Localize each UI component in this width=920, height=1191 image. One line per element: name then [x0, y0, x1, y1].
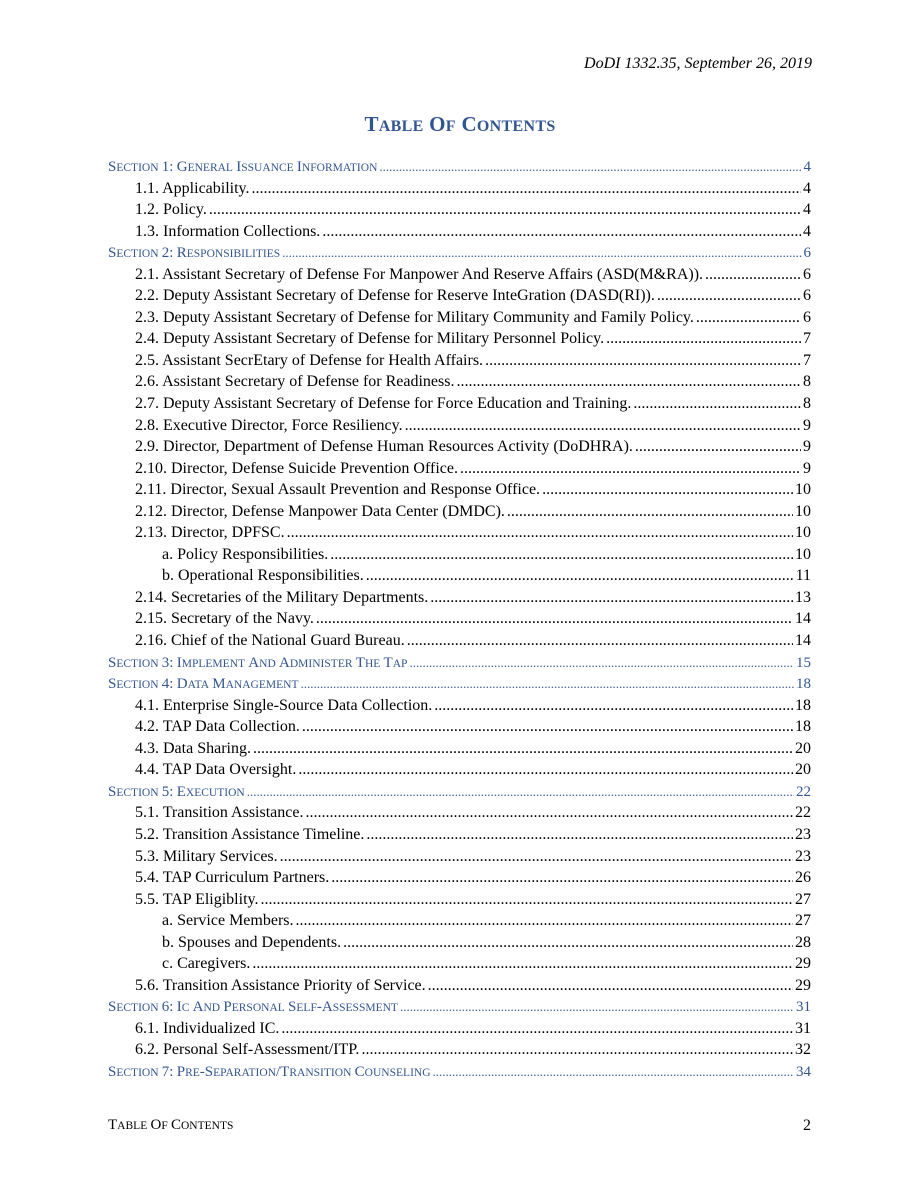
- toc-page-number: 20: [795, 739, 811, 757]
- toc-entry-label: 4.2. TAP Data Collection.: [135, 718, 300, 736]
- toc-entry-label: SECTION 7: PRE-SEPARATION/TRANSITION COUNSELING: [108, 1063, 431, 1080]
- toc-entry-link[interactable]: [108, 393, 811, 415]
- toc-entry-link[interactable]: [108, 802, 811, 824]
- toc-page-number: 29: [795, 955, 811, 973]
- toc-entry-label: 4.1. Enterprise Single-Source Data Collection.: [135, 696, 433, 714]
- toc-entry-link[interactable]: [108, 846, 811, 868]
- toc-page-number: 27: [795, 890, 811, 908]
- toc-page-number: 9: [803, 459, 811, 477]
- toc-entry-link[interactable]: [108, 565, 811, 587]
- toc-entry-label: SECTION 1: GENERAL ISSUANCE INFORMATION: [108, 159, 378, 175]
- toc-leader-dots: [433, 1061, 794, 1083]
- toc-entry-link[interactable]: [108, 522, 811, 544]
- toc-leader-dots: [633, 393, 801, 415]
- toc-entry-link[interactable]: [108, 889, 811, 911]
- toc-leader-dots: [260, 889, 793, 911]
- toc-page-number: 23: [795, 825, 811, 843]
- toc-entry-label: 2.9. Director, Department of Defense Human Resources Activity (DoDHRA).: [135, 438, 633, 456]
- toc-leader-dots: [366, 565, 794, 587]
- toc-section-link[interactable]: [108, 652, 811, 674]
- toc-entry-label: SECTION 3: IMPLEMENT AND ADMINISTER THE TAP: [108, 654, 408, 671]
- toc-page-number: 10: [795, 524, 811, 542]
- toc-entry-link[interactable]: [108, 824, 811, 846]
- toc-leader-dots: [507, 501, 793, 523]
- toc-entry-label: 2.7. Deputy Assistant Secretary of Defense for Force Education and Training.: [135, 395, 632, 413]
- toc-entry-label: 2.1. Assistant Secretary of Defense For Manpower And Reserve Affairs (ASD(M&RA)).: [135, 265, 704, 283]
- toc-page-number: 9: [803, 416, 811, 434]
- toc-section-link[interactable]: [108, 781, 811, 803]
- toc-entry-link[interactable]: [108, 264, 811, 286]
- page-footer: [108, 1117, 811, 1135]
- toc-leader-dots: [252, 178, 801, 200]
- toc-page-number: 7: [803, 351, 811, 369]
- toc-entry-link[interactable]: [108, 415, 811, 437]
- toc-entry-label: 5.1. Transition Assistance.: [135, 804, 304, 822]
- toc-leader-dots: [705, 264, 801, 286]
- toc-page-number: 31: [796, 999, 811, 1016]
- toc-entry-link[interactable]: [108, 328, 811, 350]
- toc-entry-label: 5.6. Transition Assistance Priority of Service.: [135, 976, 426, 994]
- toc-leader-dots: [407, 630, 793, 652]
- toc-page-number: 4: [803, 179, 811, 197]
- toc-leader-dots: [331, 867, 793, 889]
- toc-leader-dots: [296, 910, 793, 932]
- toc-entry-link[interactable]: [108, 1018, 811, 1040]
- toc-page-number: 18: [796, 676, 811, 693]
- toc-entry-link[interactable]: [108, 544, 811, 566]
- toc-leader-dots: [253, 738, 793, 760]
- toc-entry-link[interactable]: [108, 630, 811, 652]
- toc-leader-dots: [252, 953, 793, 975]
- page-title: TABLE OF CONTENTS: [364, 112, 556, 136]
- toc-page-number: 14: [795, 632, 811, 650]
- toc-page-number: 9: [803, 438, 811, 456]
- toc-page-number: 8: [803, 373, 811, 391]
- toc-entry-label: 5.4. TAP Curriculum Partners.: [135, 869, 330, 887]
- toc-page-number: 18: [795, 718, 811, 736]
- toc-page-number: 10: [795, 502, 811, 520]
- toc-entry-link[interactable]: [108, 910, 811, 932]
- toc-entry-label: SECTION 5: EXECUTION: [108, 783, 245, 800]
- toc-leader-dots: [305, 802, 793, 824]
- toc-leader-dots: [322, 221, 801, 243]
- toc-entry-label: 2.2. Deputy Assistant Secretary of Defense for Reserve InteGration (DASD(RI)).: [135, 287, 655, 305]
- toc-entry-label: 6.2. Personal Self-Assessment/ITP.: [135, 1041, 360, 1059]
- toc-entry-link[interactable]: [108, 501, 811, 523]
- toc-leader-dots: [280, 846, 793, 868]
- page-number: 2: [803, 1117, 811, 1134]
- toc-entry-label: 5.5. TAP Eligiblity.: [135, 890, 259, 908]
- toc-page-number: 6: [803, 265, 811, 283]
- toc-entry-link[interactable]: [108, 975, 811, 997]
- toc-leader-dots: [302, 716, 793, 738]
- toc-page-number: 7: [803, 330, 811, 348]
- toc-entry-link[interactable]: [108, 587, 811, 609]
- toc-page-number: 34: [796, 1063, 811, 1080]
- toc-leader-dots: [460, 458, 801, 480]
- toc-page-number: 22: [796, 783, 811, 800]
- toc-page-number: 8: [803, 395, 811, 413]
- toc-leader-dots: [606, 328, 801, 350]
- toc-page-number: 29: [795, 976, 811, 994]
- toc-leader-dots: [428, 975, 793, 997]
- toc-entry-label: 2.5. Assistant SecrEtary of Defense for Health Affairs.: [135, 351, 484, 369]
- toc-entry-link[interactable]: [108, 371, 811, 393]
- toc-leader-dots: [635, 436, 801, 458]
- toc-leader-dots: [366, 824, 793, 846]
- toc-entry-label: c. Caregivers.: [162, 955, 251, 973]
- toc-entry-label: 2.12. Director, Defense Manpower Data Center (DMDC).: [135, 502, 505, 520]
- toc-entry-label: 2.3. Deputy Assistant Secretary of Defense for Military Community and Family Policy.: [135, 308, 694, 326]
- toc-entry-link[interactable]: [108, 436, 811, 458]
- toc-entry-link[interactable]: [108, 350, 811, 372]
- toc-leader-dots: [430, 587, 793, 609]
- toc-page-number: 22: [795, 804, 811, 822]
- toc-leader-dots: [316, 608, 793, 630]
- document-header: DoDI 1332.35, September 26, 2019: [584, 55, 812, 72]
- toc-page-number: 14: [795, 610, 811, 628]
- toc-leader-dots: [542, 479, 793, 501]
- toc-page-number: 6: [803, 287, 811, 305]
- toc-section-link[interactable]: [108, 673, 811, 695]
- toc-entry-link[interactable]: [108, 199, 811, 221]
- toc-page-number: 4: [803, 222, 811, 240]
- toc-page-number: 6: [803, 245, 811, 262]
- toc-page-number: 26: [795, 869, 811, 887]
- toc-leader-dots: [343, 932, 793, 954]
- toc-leader-dots: [379, 156, 801, 178]
- toc-leader-dots: [361, 1039, 793, 1061]
- toc-entry-link[interactable]: [108, 1039, 811, 1061]
- toc-leader-dots: [301, 673, 795, 695]
- toc-entry-link[interactable]: [108, 221, 811, 243]
- toc-entry-link[interactable]: [108, 285, 811, 307]
- toc-entry-link[interactable]: [108, 178, 811, 200]
- toc-entry-label: 4.3. Data Sharing.: [135, 739, 251, 757]
- table-of-contents: [108, 156, 811, 1083]
- toc-entry-label: 2.13. Director, DPFSC.: [135, 524, 285, 542]
- toc-page-number: 6: [803, 308, 811, 326]
- toc-entry-link[interactable]: [108, 759, 811, 781]
- toc-page-number: 31: [795, 1019, 811, 1037]
- toc-leader-dots: [209, 199, 801, 221]
- toc-leader-dots: [657, 285, 801, 307]
- toc-leader-dots: [281, 1018, 793, 1040]
- toc-leader-dots: [405, 415, 801, 437]
- toc-leader-dots: [409, 652, 794, 674]
- toc-page-number: 28: [795, 933, 811, 951]
- toc-leader-dots: [456, 371, 801, 393]
- toc-entry-label: 2.10. Director, Defense Suicide Prevention Office.: [135, 459, 458, 477]
- toc-entry-link[interactable]: [108, 716, 811, 738]
- toc-entry-label: 5.3. Military Services.: [135, 847, 278, 865]
- toc-entry-label: 2.4. Deputy Assistant Secretary of Defense for Military Personnel Policy.: [135, 330, 605, 348]
- toc-page-number: 4: [803, 159, 811, 175]
- toc-entry-label: 4.4. TAP Data Oversight.: [135, 761, 297, 779]
- toc-entry-link[interactable]: [108, 458, 811, 480]
- footer-title: TABLE OF CONTENTS: [108, 1117, 234, 1133]
- toc-entry-label: SECTION 6: IC AND PERSONAL SELF-ASSESSMENT: [108, 999, 398, 1016]
- toc-leader-dots: [485, 350, 801, 372]
- toc-leader-dots: [287, 522, 793, 544]
- toc-section-link[interactable]: [108, 1061, 811, 1083]
- toc-leader-dots: [247, 781, 794, 803]
- toc-section-link[interactable]: [108, 156, 811, 178]
- toc-entry-link[interactable]: [108, 867, 811, 889]
- toc-page-number: 15: [796, 654, 811, 671]
- toc-leader-dots: [696, 307, 801, 329]
- toc-entry-label: 5.2. Transition Assistance Timeline.: [135, 825, 365, 843]
- toc-page-number: 11: [795, 567, 811, 585]
- toc-page-number: 27: [795, 912, 811, 930]
- toc-entry-link[interactable]: [108, 695, 811, 717]
- toc-entry-label: 2.16. Chief of the National Guard Bureau.: [135, 632, 405, 650]
- toc-leader-dots: [330, 544, 793, 566]
- toc-entry-label: 1.2. Policy.: [135, 201, 207, 219]
- toc-entry-label: a. Service Members.: [162, 912, 294, 930]
- toc-page-number: 10: [795, 481, 811, 499]
- toc-entry-label: SECTION 4: DATA MANAGEMENT: [108, 676, 299, 693]
- toc-section-link[interactable]: [108, 242, 811, 264]
- toc-entry-link[interactable]: [108, 932, 811, 954]
- toc-entry-link[interactable]: [108, 307, 811, 329]
- toc-entry-label: 2.6. Assistant Secretary of Defense for Readiness.: [135, 373, 455, 391]
- toc-entry-label: 2.14. Secretaries of the Military Departments.: [135, 588, 429, 606]
- toc-entry-label: 2.15. Secretary of the Navy.: [135, 610, 314, 628]
- toc-entry-label: 1.3. Information Collections.: [135, 222, 321, 240]
- toc-entry-link[interactable]: [108, 738, 811, 760]
- toc-entry-label: 6.1. Individualized IC.: [135, 1019, 280, 1037]
- toc-entry-link[interactable]: [108, 479, 811, 501]
- toc-entry-label: 2.8. Executive Director, Force Resiliency.: [135, 416, 403, 434]
- toc-entry-label: b. Spouses and Dependents.: [162, 933, 342, 951]
- toc-page-number: 4: [803, 201, 811, 219]
- toc-entry-label: 2.11. Director, Sexual Assault Prevention and Response Office.: [135, 481, 541, 499]
- toc-page-number: 18: [795, 696, 811, 714]
- toc-entry-link[interactable]: [108, 608, 811, 630]
- toc-entry-link[interactable]: [108, 953, 811, 975]
- toc-entry-label: 1.1. Applicability.: [135, 179, 250, 197]
- toc-page-number: 20: [795, 761, 811, 779]
- toc-entry-label: b. Operational Responsibilities.: [162, 567, 364, 585]
- toc-page-number: 23: [795, 847, 811, 865]
- toc-leader-dots: [298, 759, 793, 781]
- toc-page-number: 13: [795, 588, 811, 606]
- toc-section-link[interactable]: [108, 996, 811, 1018]
- toc-leader-dots: [400, 996, 794, 1018]
- toc-entry-label: SECTION 2: RESPONSIBILITIES: [108, 245, 281, 262]
- toc-leader-dots: [434, 695, 793, 717]
- toc-page-number: 32: [795, 1041, 811, 1059]
- toc-entry-label: a. Policy Responsibilities.: [162, 545, 329, 563]
- toc-leader-dots: [282, 242, 801, 264]
- toc-page-number: 10: [795, 545, 811, 563]
